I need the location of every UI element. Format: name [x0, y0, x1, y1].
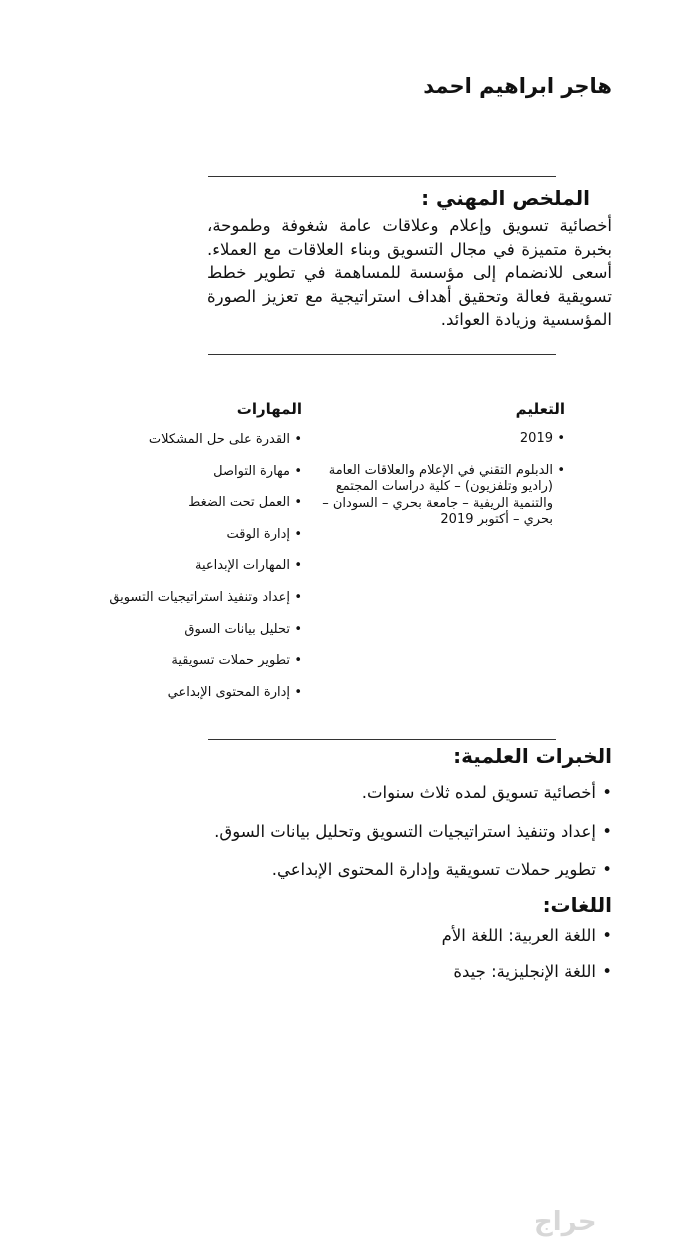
skill-item: • القدرة على حل المشكلات [72, 431, 302, 463]
skills-list [72, 431, 302, 715]
language-item: • اللغة العربية: اللغة الأم [312, 925, 612, 961]
candidate-name: هاجر ابراهيم احمد [423, 74, 612, 98]
languages-list [312, 925, 612, 997]
divider [208, 354, 556, 355]
languages-title: اللغات: [542, 893, 612, 917]
watermark-logo: حراج [534, 1207, 597, 1237]
experience-item: • أخصائية تسويق لمده ثلاث سنوات. [152, 782, 612, 821]
skill-item: • إدارة الوقت [72, 526, 302, 558]
summary-title: الملخص المهني : [421, 186, 590, 210]
language-item: • اللغة الإنجليزية: جيدة [312, 961, 612, 997]
skill-item: • مهارة التواصل [72, 463, 302, 495]
skills-title: المهارات [236, 400, 302, 418]
experience-list [152, 782, 612, 898]
experience-title: الخبرات العلمية: [453, 744, 612, 768]
education-item: • الدبلوم التقني في الإعلام والعلاقات العامة (راديو وتلفزيون) – كلية دراسات المجتمع والتنمية الريفية – جامعة بحري – السودان – بحري – أكتوبر 2019 [310, 463, 565, 529]
skill-item: • إدارة المحتوى الإبداعي [72, 684, 302, 716]
experience-item: • إعداد وتنفيذ استراتيجيات التسويق وتحليل بيانات السوق. [152, 821, 612, 860]
skill-item: • تحليل بيانات السوق [72, 621, 302, 653]
experience-item: • تطوير حملات تسويقية وإدارة المحتوى الإبداعي. [152, 859, 612, 898]
divider [208, 176, 556, 177]
education-item: • 2019 [310, 431, 565, 448]
skill-item: • تطوير حملات تسويقية [72, 652, 302, 684]
skill-item: • العمل تحت الضغط [72, 494, 302, 526]
education-title: التعليم [515, 400, 565, 418]
divider [208, 739, 556, 740]
skill-item: • إعداد وتنفيذ استراتيجيات التسويق [72, 589, 302, 621]
education-list [310, 431, 565, 544]
skill-item: • المهارات الإبداعية [72, 557, 302, 589]
summary-text: أخصائية تسويق وإعلام وعلاقات عامة شغوفة وطموحة، بخبرة متميزة في مجال التسويق وبناء العلاقات مع العملاء. أسعى للانضمام إلى مؤسسة للمساهمة في تطوير خطط تسويقية فعالة وتحقيق أهداف استراتيجية مع تعزيز الصورة المؤسسية وزيادة العوائد. [207, 216, 612, 329]
